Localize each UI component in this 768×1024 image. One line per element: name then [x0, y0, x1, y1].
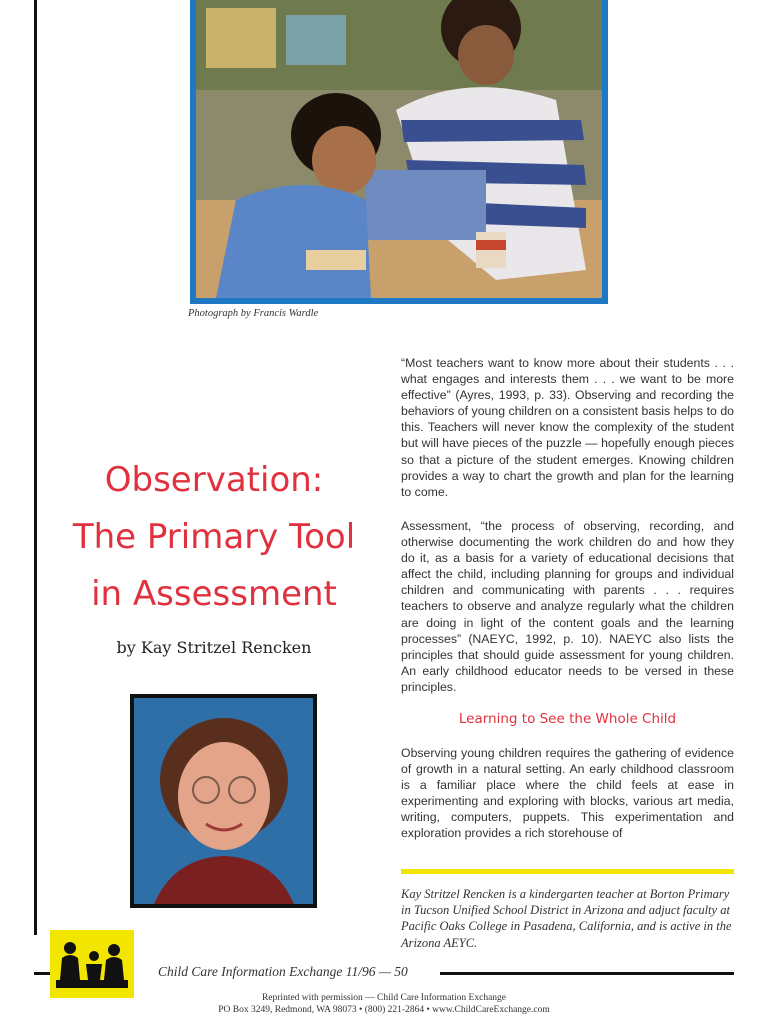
article-title — [40, 452, 388, 623]
yellow-divider — [401, 869, 734, 874]
author-portrait-image — [134, 698, 313, 904]
title-line-2: The Primary Tool — [72, 517, 356, 557]
reprint-notice: Reprinted with permission — Child Care Information Exchange — [261, 993, 507, 1003]
section-subhead: Learning to See the Whole Child — [458, 711, 677, 727]
footer-rule-left — [34, 972, 50, 975]
title-line-3: in Assessment — [91, 574, 337, 614]
left-margin-rule — [34, 0, 37, 935]
footer-rule-right — [440, 972, 734, 975]
publication-footer: Child Care Information Exchange 11/96 — 50 — [158, 964, 408, 979]
photo-credit: Photograph by Francis Wardle — [188, 308, 319, 319]
paragraph-2: Assessment, “the process of observing, recording, and otherwise documenting the work children do and how they do it, as a basis for a variety of educational decisions that affect the child, including planning for groups and individual children and communicating with parents . . . requires teachers to observe and analyze regularly what the children are doing in light of the content goals and the learning processes” (NAEYC, 1992, p. 10). NAEYC also lists the principles that should guide assessment for young children. An early childhood educator needs to be versed in these principles. — [401, 519, 734, 694]
paragraph-1: “Most teachers want to know more about their students . . . what engages and interests them . . . we want to be more effective” (Ayres, 1993, p. 33). Observing and recording the behaviors of young children on a consistent basis helps to do this. Teachers will never know the complexity of the student but will have pieces of the puzzle — hopefully enough pieces so that a picture of the student emerges. Knowing children provides a way to chart the growth and plan for the learning to come. — [401, 356, 734, 499]
title-line-1: Observation: — [104, 460, 324, 500]
classroom-photo — [190, 0, 608, 304]
author-portrait — [130, 694, 317, 908]
children-silhouette-icon — [56, 936, 128, 992]
classroom-photo-image — [196, 0, 602, 298]
publisher-contact: PO Box 3249, Redmond, WA 98073 • (800) 221-2864 • www.ChildCareExchange.com — [218, 1005, 550, 1015]
paragraph-3: Observing young children requires the gathering of evidence of growth in a natural setting. An early childhood classroom is a familiar place where the child feels at ease in experimenting and exploring with blocks, various art media, writing, computers, puppets. This experimentation and exploration provides a rich storehouse of — [401, 746, 734, 841]
byline: by Kay Stritzel Rencken — [116, 638, 312, 657]
author-bio: Kay Stritzel Rencken is a kindergarten teacher at Borton Primary in Tucson Unified School District in Arizona and adjuct faculty at Pacific Oaks College in Pasadena, California, and is active in the Arizona AEYC. — [401, 887, 732, 950]
publication-logo — [50, 930, 134, 998]
